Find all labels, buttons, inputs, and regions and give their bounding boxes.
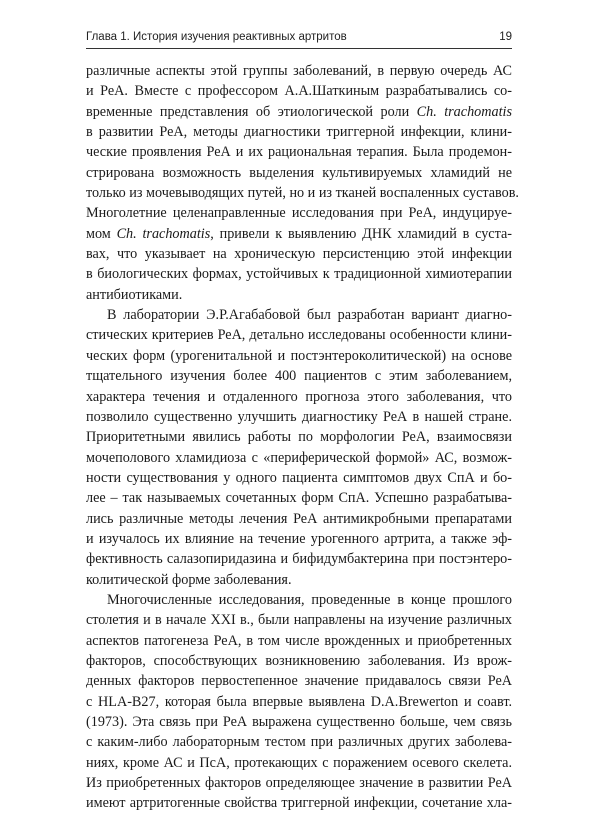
text-segment: в биологических формах, устойчивых к традиционной химиотерапии xyxy=(86,266,512,283)
text-line xyxy=(86,102,512,122)
text-line xyxy=(86,753,512,773)
text-segment: в развитии РеА, методы диагностики триггерной инфекции, клини- xyxy=(86,124,512,141)
text-segment: различные аспекты этой группы заболеваний, в первую очередь АС xyxy=(86,63,512,79)
text-line xyxy=(86,712,512,732)
body-text xyxy=(86,61,519,814)
text-segment: ниях, кроме АС и ПсА, протекающих с поражением осевого скелета. xyxy=(86,754,512,771)
text-segment: позволило существенно улучшить диагностику РеА в нашей стране. xyxy=(86,408,512,425)
text-line xyxy=(86,610,512,630)
text-segment: денных факторов первостепенное значение придавалось связи РеА xyxy=(86,673,512,690)
text-line xyxy=(86,285,512,305)
text-line xyxy=(86,366,512,386)
text-line xyxy=(86,407,512,427)
text-segment: Приоритетными явились работы по морфологии РеА, взаимосвязи xyxy=(86,429,512,446)
text-segment: , привели к выявлению ДНК хламидий в суста- xyxy=(210,225,512,242)
text-line xyxy=(86,305,512,325)
text-segment: и РеА. Вместе с профессором А.А.Шаткиным разрабатывались со- xyxy=(86,83,512,100)
text-line xyxy=(86,224,512,244)
text-line xyxy=(86,468,512,488)
text-segment: ности существования у одного пациента симптомов двух СпА и бо- xyxy=(86,469,512,486)
text-line xyxy=(86,570,512,590)
text-segment: вах, что указывает на хроническую персистенцию этой инфекции xyxy=(86,246,512,263)
text-segment: антибиотиками. xyxy=(86,286,183,303)
text-line xyxy=(86,387,512,407)
page-number: 19 xyxy=(499,31,512,43)
text-segment: характера течения и отдаленного прогноза этого заболевания, что xyxy=(86,388,512,405)
text-line xyxy=(86,163,512,183)
text-line xyxy=(86,631,512,651)
text-line xyxy=(86,427,512,447)
text-segment: колитической форме заболевания. xyxy=(86,571,292,588)
text-segment: имеют артритогенные свойства триггерной инфекции, сочетание хла- xyxy=(86,795,512,812)
text-segment: лее – так называемых сочетанных форм СпА. Успешно разрабатыва- xyxy=(86,490,512,507)
text-line xyxy=(86,509,512,529)
text-line xyxy=(86,671,512,691)
paragraph xyxy=(86,61,519,305)
text-line xyxy=(86,122,512,142)
text-segment: аспектов патогенеза РеА, в том числе врожденных и приобретенных xyxy=(86,632,512,649)
text-segment: мочеполового хламидиоза с «периферической формой» АС, возмож- xyxy=(86,449,512,466)
text-line xyxy=(86,81,512,101)
text-segment: с каким-либо лабораторным тестом при различных других заболева- xyxy=(86,734,512,751)
text-segment: столетия и в начале XXI в., были направлены на изучение различных xyxy=(86,612,512,629)
text-line xyxy=(86,692,512,712)
text-line xyxy=(86,346,512,366)
text-segment: (1973). Эта связь при РеА выражена существенно больше, чем связь xyxy=(86,714,512,730)
text-segment: Многочисленные исследования, проведенные в конце прошлого xyxy=(107,591,512,608)
text-segment: мом xyxy=(86,225,117,242)
text-segment: фективность салазопиридазина и бифидумбактерина при постэнтеро- xyxy=(86,551,512,568)
text-segment: В лаборатории Э.Р.Агабабовой был разработан вариант диагно- xyxy=(107,307,512,324)
text-segment: и изучалось их влияние на течение урогенного артрита, а также эф- xyxy=(86,530,512,547)
text-line xyxy=(86,183,519,203)
text-line xyxy=(86,549,512,569)
text-segment: временные представления об этиологической роли xyxy=(86,103,417,120)
text-line xyxy=(86,203,512,223)
chapter-title: Глава 1. История изучения реактивных артритов xyxy=(86,31,347,43)
text-line xyxy=(86,264,512,284)
text-line xyxy=(86,61,512,81)
italic-term: Ch. trachomatis xyxy=(116,225,211,242)
text-segment: лись различные методы лечения РеА антимикробными препаратами xyxy=(86,510,512,527)
text-line xyxy=(86,773,512,793)
text-segment: ческие проявления РеА и их рациональная терапия. Была продемон- xyxy=(86,144,512,161)
text-line xyxy=(86,488,512,508)
text-segment: стических критериев РеА, детально исследованы особенности клини- xyxy=(86,327,512,344)
text-segment: только из мочевыводящих путей, но и из тканей воспаленных суставов. xyxy=(86,185,519,202)
text-segment: тщательного изучения более 400 пациентов с этим заболеванием, xyxy=(86,368,512,385)
text-segment: Из приобретенных факторов определяющее значение в развитии РеА xyxy=(86,775,512,792)
paragraph xyxy=(86,590,512,814)
text-segment: ческих форм (урогенитальной и постэнтероколитической) на основе xyxy=(86,347,512,364)
text-line xyxy=(86,244,512,264)
text-segment: факторов, способствующих возникновению заболевания. Из врож- xyxy=(86,652,512,669)
text-line xyxy=(86,325,512,345)
text-segment: стрирована возможность выделения культивируемых хламидий не xyxy=(86,164,512,181)
text-line xyxy=(86,448,512,468)
running-header xyxy=(86,30,512,49)
paragraph xyxy=(86,305,512,590)
text-segment: Многолетние целенаправленные исследования при РеА, индуцируе- xyxy=(86,205,512,222)
text-segment: с HLA-B27, которая была впервые выявлена D.A.Brewerton и соавт. xyxy=(86,693,512,710)
text-line xyxy=(86,142,512,162)
italic-term: Ch. trachomatis xyxy=(416,103,513,120)
text-line xyxy=(86,651,512,671)
text-line xyxy=(86,793,512,813)
text-line xyxy=(86,590,512,610)
text-line xyxy=(86,529,512,549)
